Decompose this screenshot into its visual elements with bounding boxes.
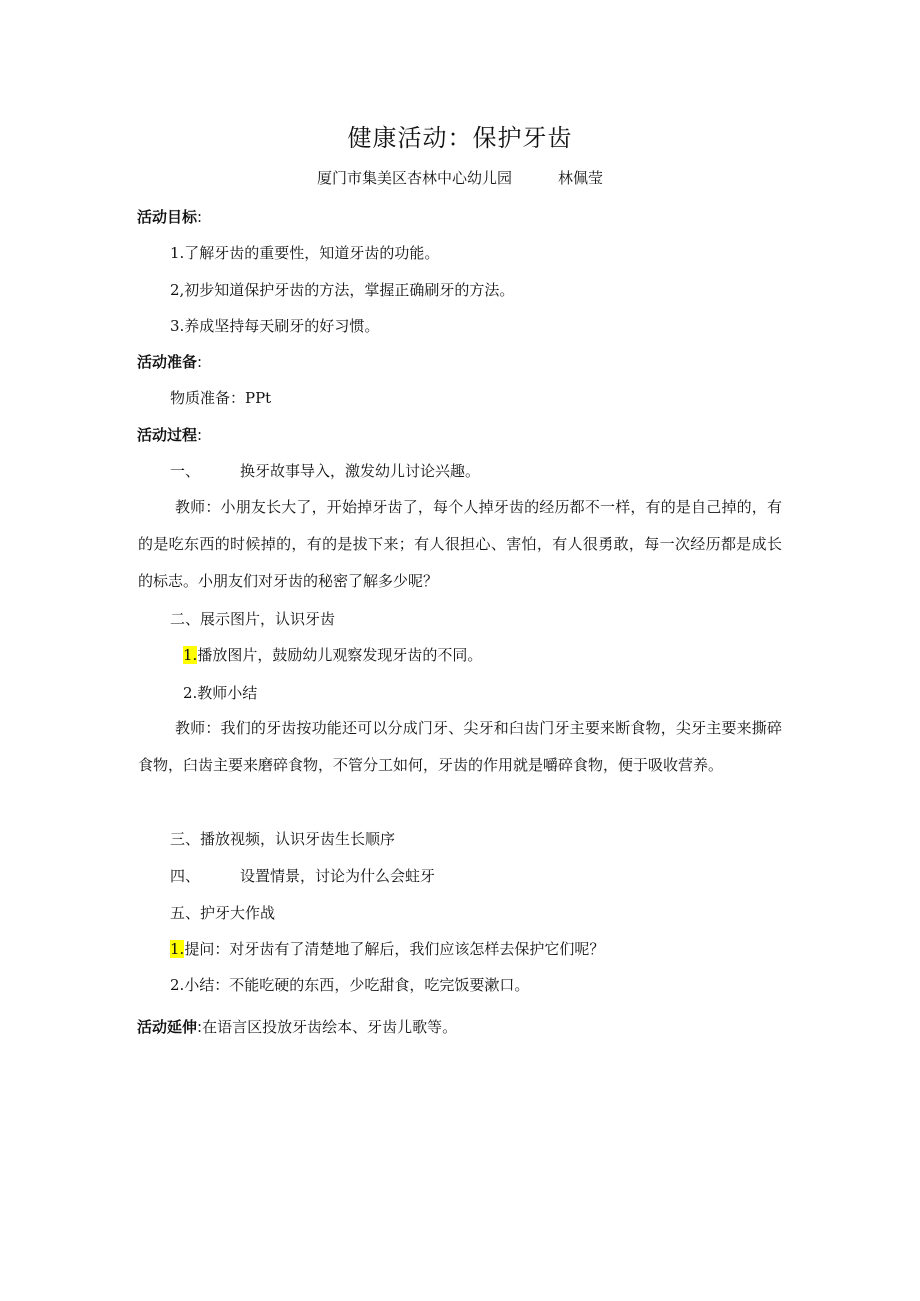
goal-item: 1.了解牙齿的重要性，知道牙齿的功能。	[170, 244, 440, 262]
step-2-item-1-text: 播放图片，鼓励幼儿观察发现牙齿的不同。	[197, 646, 483, 664]
extension-heading: 活动延伸	[137, 1018, 198, 1036]
step-3: 三、播放视频，认识牙齿生长顺序	[170, 830, 396, 848]
extension-line	[137, 1017, 457, 1037]
step-4	[170, 866, 435, 886]
step-1-number: 一、	[170, 462, 201, 480]
step-1-text: 换牙故事导入，激发幼儿讨论兴趣。	[240, 462, 481, 480]
step-5-item-1-text: 提问：对牙齿有了清楚地了解后，我们应该怎样去保护它们呢？	[184, 940, 605, 958]
goal-item: 3.养成坚持每天刷牙的好习惯。	[170, 317, 380, 335]
goals-heading-line	[137, 207, 202, 227]
step-2: 二、展示图片，认识牙齿	[170, 610, 336, 628]
paragraph-teeth-function: 教师：我们的牙齿按功能还可以分成门牙、尖牙和臼齿门牙主要来断食物，尖牙主要来撕碎食物，臼齿主要来磨碎食物，不管分工如何，牙齿的作用就是嚼碎食物，便于吸收营养。	[138, 719, 782, 774]
paragraph-story: 教师：小朋友长大了，开始掉牙齿了，每个人掉牙齿的经历都不一样，有的是自己掉的，有的是吃东西的时候掉的，有的是拔下来；有人很担心、害怕，有人很勇敢，每一次经历都是成长的标志。小朋友们对牙齿的秘密了解多少呢？	[138, 498, 782, 590]
prep-heading-colon: :	[197, 353, 203, 371]
goals-heading: 活动目标	[137, 208, 198, 226]
process-heading: 活动过程	[137, 426, 198, 444]
step-5-item-1-number: 1.	[170, 940, 185, 958]
step-2-item-1-number: 1.	[183, 646, 198, 664]
prep-heading: 活动准备	[137, 353, 198, 371]
step-4-text: 设置情景，讨论为什么会蛀牙	[240, 867, 436, 885]
step-5-item-1	[170, 939, 604, 959]
step-2-item-2: 2.教师小结	[183, 684, 258, 702]
step-1	[170, 461, 480, 481]
extension-heading-colon: :	[197, 1018, 203, 1036]
school-name: 厦门市集美区杏林中心幼儿园	[316, 169, 512, 187]
document-title: 健康活动：保护牙齿	[347, 124, 573, 152]
extension-text: 在语言区投放牙齿绘本、牙齿儿歌等。	[202, 1018, 458, 1036]
step-4-number: 四、	[170, 867, 201, 885]
process-heading-line	[137, 425, 202, 445]
goal-item: 2,初步知道保护牙齿的方法，掌握正确刷牙的方法。	[170, 281, 515, 299]
author-line	[0, 168, 920, 188]
author-name: 林佩莹	[558, 169, 604, 187]
step-5-item-2: 2.小结：不能吃硬的东西，少吃甜食，吃完饭要漱口。	[170, 976, 530, 994]
prep-text: 物质准备：PPt	[170, 389, 272, 407]
step-5: 五、护牙大作战	[170, 904, 276, 922]
goals-heading-colon: :	[197, 208, 203, 226]
process-heading-colon: :	[197, 426, 203, 444]
prep-heading-line	[137, 352, 202, 372]
step-2-item-1	[183, 645, 482, 665]
